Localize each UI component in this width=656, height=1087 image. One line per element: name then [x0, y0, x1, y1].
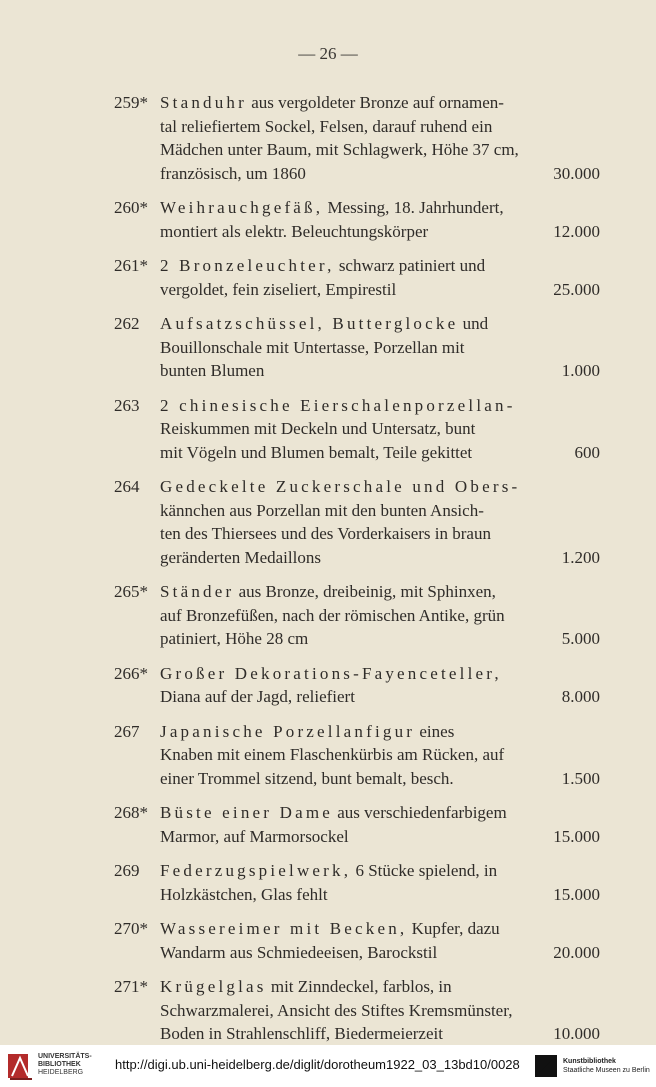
catalog-entry — [0, 475, 656, 569]
entry-last-line — [160, 767, 600, 791]
catalog-entry — [0, 662, 656, 709]
entry-title: 2 Bronzeleuchter, — [160, 256, 335, 275]
entry-last-text: mit Vögeln und Blumen bemalt, Teile gekittet — [160, 442, 473, 462]
entry-number: 261* — [114, 256, 148, 275]
entry-title: Weihrauchgefäß, — [160, 198, 324, 217]
entry-line: Schwarzmalerei, Ansicht des Stiftes Kremsmünster, — [160, 1000, 513, 1020]
entry-first-line-rest: aus vergoldeter Bronze auf ornamen- — [246, 93, 504, 112]
entry-number: 265* — [114, 582, 148, 601]
entry-first-line — [160, 254, 600, 278]
entry-line: Mädchen unter Baum, mit Schlagwerk, Höhe 37 cm, — [160, 140, 519, 159]
entry-last-text: Wandarm aus Schmiedeeisen, Barockstil — [160, 942, 438, 962]
entry-first-line — [160, 475, 600, 499]
entry-first-line — [160, 662, 600, 686]
entry-line: tal reliefiertem Sockel, Felsen, darauf ruhend ein — [160, 116, 493, 136]
entry-last-text: einer Trommel sitzend, bunt bemalt, besch. — [160, 768, 454, 788]
entry-last-line — [160, 162, 600, 186]
entry-first-line — [160, 580, 600, 604]
entry-description — [160, 196, 600, 243]
entry-number: 263 — [114, 395, 140, 415]
entry-line: kännchen aus Porzellan mit den bunten Ansich- — [160, 500, 484, 520]
entry-last-text: bunten Blumen — [160, 361, 265, 380]
entry-description — [160, 859, 600, 906]
entry-last-text: Marmor, auf Marmorsockel — [160, 826, 349, 846]
kunstbibliothek-logo — [533, 1053, 559, 1079]
catalog-entry — [0, 859, 656, 906]
entry-price: 25.000 — [553, 279, 600, 299]
entry-first-line-rest: mit Zinndeckel, farblos, in — [266, 977, 452, 996]
entry-last-line — [160, 627, 600, 651]
entry-first-line-rest: 6 Stücke spielend, in — [351, 861, 498, 880]
entry-last-text: montiert als elektr. Beleuchtungskörper — [160, 221, 429, 241]
catalog-entry — [0, 254, 656, 301]
entry-first-line — [160, 394, 600, 418]
entry-last-text: geränderten Medaillons — [160, 547, 321, 567]
footer-bar — [0, 1045, 656, 1087]
entry-first-line — [160, 91, 600, 115]
entry-last-line — [160, 359, 600, 383]
entry-description — [160, 975, 600, 1046]
entry-last-line — [160, 1022, 600, 1046]
entry-price: 30.000 — [553, 163, 600, 183]
entry-description — [160, 917, 600, 964]
university-library-name: UNIVERSITÄTS- BIBLIOTHEK HEIDELBERG — [38, 1053, 92, 1076]
entry-number: 262 — [114, 314, 140, 333]
catalog-entry — [0, 975, 656, 1046]
entry-title: Ständer — [160, 582, 235, 601]
entry-title: Krügelglas — [160, 977, 267, 996]
entry-price: 1.500 — [561, 768, 600, 788]
entry-number: 268* — [114, 803, 148, 822]
entry-title: Aufsatzschüssel, Butterglocke — [160, 314, 459, 333]
entry-first-line — [160, 917, 600, 941]
entry-last-text: Boden in Strahlenschliff, Biedermeierzeit — [160, 1024, 443, 1043]
entry-description — [160, 662, 600, 709]
entry-price: 600 — [574, 442, 600, 462]
entry-first-line-rest: aus verschiedenfarbigem — [333, 803, 507, 822]
entry-number: 270* — [114, 919, 148, 938]
entry-last-text: Holzkästchen, Glas fehlt — [160, 884, 328, 904]
catalog-entry — [0, 917, 656, 964]
entry-first-line — [160, 312, 600, 336]
entry-first-line — [160, 975, 600, 999]
entry-first-line-rest: Kupfer, dazu — [407, 919, 500, 938]
entry-description — [160, 91, 600, 185]
entry-price: 12.000 — [553, 221, 600, 241]
entry-title: Japanische Porzellanfigur — [160, 721, 416, 741]
entry-last-line — [160, 546, 600, 570]
entry-title: Federzugspielwerk, — [160, 861, 352, 880]
entry-first-line-rest: aus Bronze, dreibeinig, mit Sphinxen, — [234, 582, 496, 601]
entry-number: 260* — [114, 198, 148, 217]
entry-last-text: Diana auf der Jagd, reliefiert — [160, 687, 355, 706]
entry-description — [160, 254, 600, 301]
entry-price: 20.000 — [553, 942, 600, 962]
entry-price: 10.000 — [553, 1024, 600, 1043]
entry-line: Reiskummen mit Deckeln und Untersatz, bunt — [160, 419, 476, 438]
entry-last-text: patiniert, Höhe 28 cm — [160, 629, 309, 648]
entry-title: Büste einer Dame — [160, 803, 333, 822]
entry-last-line — [160, 685, 600, 709]
catalog-entries — [0, 91, 656, 1057]
entry-number: 267 — [114, 721, 140, 741]
entry-description — [160, 394, 600, 465]
entry-description — [160, 801, 600, 848]
entry-first-line — [160, 801, 600, 825]
entry-line: auf Bronzefüßen, nach der römischen Antike, grün — [160, 605, 505, 625]
entry-title: Großer Dekorations-Fayenceteller, — [160, 663, 502, 683]
entry-line: Knaben mit einem Flaschenkürbis am Rücken, auf — [160, 745, 505, 764]
catalog-entry — [0, 196, 656, 243]
entry-last-line — [160, 883, 600, 907]
entry-first-line — [160, 196, 600, 220]
entry-number: 264 — [114, 477, 140, 496]
source-url-link[interactable]: http://digi.ub.uni-heidelberg.de/diglit/dorotheum1922_03_13bd10/0028 — [115, 1057, 520, 1072]
entry-description — [160, 475, 600, 569]
entry-first-line-rest: schwarz patiniert und — [334, 256, 486, 275]
entry-last-text: vergoldet, fein ziseliert, Empirestil — [160, 279, 397, 299]
entry-description — [160, 580, 600, 651]
entry-line: Bouillonschale mit Untertasse, Porzellan mit — [160, 337, 465, 357]
entry-number: 266* — [114, 663, 148, 683]
page-number: — 26 — — [298, 44, 358, 63]
entry-last-line — [160, 825, 600, 849]
entry-description — [160, 312, 600, 383]
entry-title: Standuhr — [160, 93, 247, 112]
entry-number: 259* — [114, 93, 148, 112]
entry-price: 8.000 — [561, 687, 600, 706]
entry-price: 5.000 — [561, 629, 600, 648]
catalog-entry — [0, 580, 656, 651]
entry-price: 15.000 — [553, 826, 600, 846]
entry-line: ten des Thiersees und des Vorderkaisers in braun — [160, 524, 491, 543]
entry-title: 2 chinesische Eierschalenporzellan- — [160, 395, 516, 415]
entry-price: 15.000 — [553, 884, 600, 904]
entry-first-line-rest: Messing, 18. Jahrhundert, — [323, 198, 504, 217]
entry-number: 271* — [114, 977, 148, 996]
university-library-logo — [6, 1050, 36, 1082]
entry-first-line — [160, 859, 600, 883]
catalog-entry — [0, 720, 656, 791]
catalog-entry — [0, 801, 656, 848]
catalog-entry — [0, 91, 656, 185]
entry-price: 1.000 — [561, 361, 600, 380]
kunstbibliothek-name: Kunstbibliothek Staatliche Museen zu Berlin — [563, 1058, 650, 1074]
entry-number: 269 — [114, 861, 140, 880]
catalog-entry — [0, 394, 656, 465]
entry-price: 1.200 — [561, 547, 600, 567]
entry-last-text: französisch, um 1860 — [160, 163, 306, 183]
entry-title: Gedeckelte Zuckerschale und Obers- — [160, 477, 521, 496]
entry-description — [160, 720, 600, 791]
entry-first-line-rest: und — [458, 314, 489, 333]
entry-first-line-rest: eines — [415, 721, 455, 741]
entry-last-line — [160, 278, 600, 302]
entry-last-line — [160, 220, 600, 244]
entry-last-line — [160, 941, 600, 965]
entry-title: Wassereimer mit Becken, — [160, 919, 408, 938]
catalog-entry — [0, 312, 656, 383]
entry-first-line — [160, 720, 600, 744]
entry-last-line — [160, 441, 600, 465]
